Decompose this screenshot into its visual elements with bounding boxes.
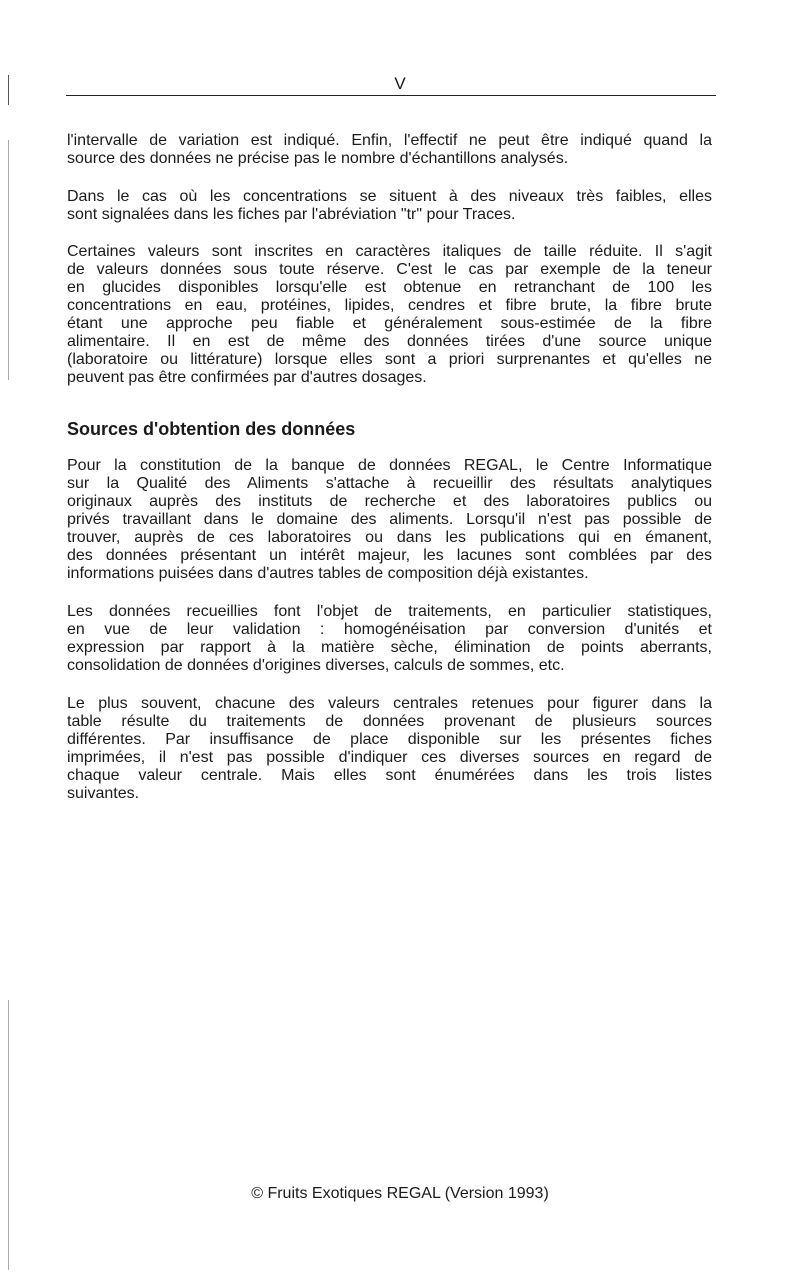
text-line: sont signalées dans les fiches par l'abréviation "tr" pour Traces. [67,206,516,223]
text-line: privés travaillant dans le domaine des aliments. Lorsqu'il n'est pas possible de [67,511,712,528]
text-line: l'intervalle de variation est indiqué. Enfin, l'effectif ne peut être indiqué quand la [67,132,712,149]
text-line: suivantes. [67,785,140,802]
text-line: de valeurs données sous toute réserve. C'est le cas par exemple de la teneur [67,261,712,278]
text-line: (laboratoire ou littérature) lorsque elles sont a priori surprenantes et qu'elles ne [67,351,712,368]
text-line: Le plus souvent, chacune des valeurs centrales retenues pour figurer dans la [67,695,712,712]
text-line: expression par rapport à la matière sèche, élimination de points aberrants, [67,639,712,656]
paragraph-6 [67,695,712,803]
scan-edge [8,1000,9,1270]
text-line: différentes. Par insuffisance de place disponible sur les présentes fiches [67,731,712,748]
text-line: table résulte du traitements de données provenant de plusieurs sources [67,713,712,730]
paragraph-5 [67,603,712,675]
text-line: Les données recueillies font l'objet de traitements, en particulier statistiques, [67,603,712,620]
paragraph-4 [67,457,712,583]
text-line: chaque valeur centrale. Mais elles sont énumérées dans les trois listes [67,767,712,784]
page-number: V [394,74,406,93]
text-line: Dans le cas où les concentrations se situent à des niveaux très faibles, elles [67,188,712,205]
text-line: en glucides disponibles lorsqu'elle est obtenue en retranchant de 100 les [67,279,712,296]
text-line: étant une approche peu fiable et généralement sous-estimée de la fibre [67,315,712,332]
text-line: informations puisées dans d'autres tables de composition déjà existantes. [67,565,589,582]
paragraph-2 [67,188,712,224]
text-line: alimentaire. Il en est de même des données tirées d'une source unique [67,333,712,350]
text-line: en vue de leur validation : homogénéisation par conversion d'unités et [67,621,712,638]
footer-copyright: © Fruits Exotiques REGAL (Version 1993) [251,1185,549,1202]
text-line: source des données ne précise pas le nombre d'échantillons analysés. [67,150,569,167]
header-rule [66,95,716,96]
paragraph-3 [67,243,712,387]
text-line: peuvent pas être confirmées par d'autres dosages. [67,369,427,386]
text-line: Pour la constitution de la banque de données REGAL, le Centre Informatique [67,457,712,474]
text-line: sur la Qualité des Aliments s'attache à recueillir des résultats analytiques [67,475,712,492]
scan-edge [8,75,9,105]
section-heading: Sources d'obtention des données [67,419,356,439]
text-line: originaux auprès des instituts de recherche et des laboratoires publics ou [67,493,712,510]
text-line: trouver, auprès de ces laboratoires ou dans les publications qui en émanent, [67,529,712,546]
text-line: consolidation de données d'origines diverses, calculs de sommes, etc. [67,657,565,674]
text-line: concentrations en eau, protéines, lipides, cendres et fibre brute, la fibre brute [67,297,712,314]
paragraph-1 [67,132,712,168]
text-line: Certaines valeurs sont inscrites en caractères italiques de taille réduite. Il s'agit [67,243,712,260]
scan-edge [8,140,9,380]
text-line: imprimées, il n'est pas possible d'indiquer ces diverses sources en regard de [67,749,712,766]
text-line: des données présentant un intérêt majeur, les lacunes sont comblées par des [67,547,712,564]
